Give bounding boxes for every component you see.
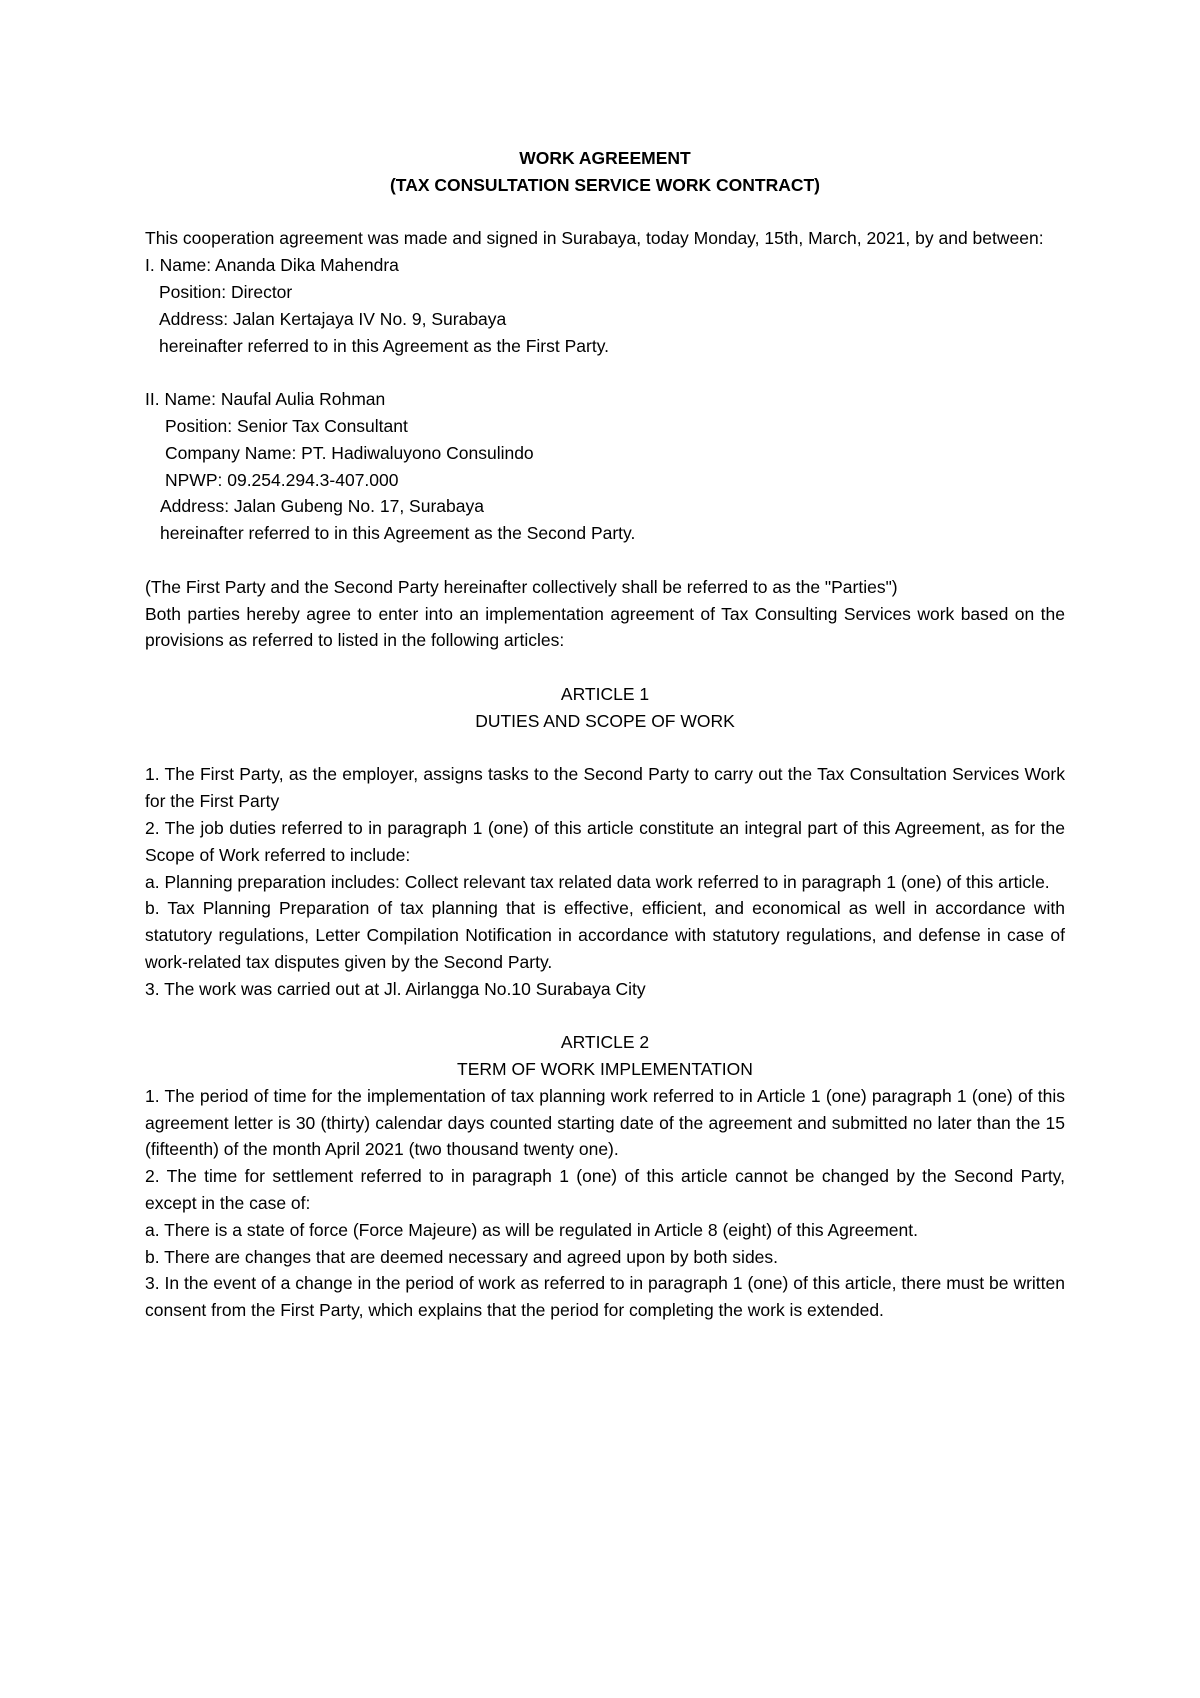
spacer (145, 547, 1065, 574)
second-party-name: II. Name: Naufal Aulia Rohman (145, 389, 386, 410)
second-party-position: Position: Senior Tax Consultant (165, 415, 408, 436)
article-1-item: 1. The First Party, as the employer, assigns tasks to the Second Party to carry out the Tax Consultation Services Work for the First Party (145, 764, 1065, 812)
article-1 (145, 681, 1065, 1003)
spacer (145, 359, 1065, 386)
article-1-item: 2. The job duties referred to in paragraph 1 (one) of this article constitute an integral part of this Agreement, as for the Scope of Work referred to include: (145, 817, 1065, 865)
spacer (145, 199, 1065, 226)
document-subtitle: (TAX CONSULTATION SERVICE WORK CONTRACT) (389, 174, 821, 195)
first-party-name: I. Name: Ananda Dika Mahendra (145, 255, 399, 276)
first-party-reference: hereinafter referred to in this Agreement as the First Party. (159, 335, 610, 356)
article-2-heading: ARTICLE 2 (560, 1032, 650, 1053)
parties-note: (The First Party and the Second Party hereinafter collectively shall be referred to as the "Parties") (145, 576, 898, 597)
article-2-item: 1. The period of time for the implementation of tax planning work referred to in Article 1 (one) paragraph 1 (one) of this agreement letter is 30 (thirty) calendar days counted starting date of the agreement and submitted no later than the 15 (fifteenth) of the month April 2021 (two thousand twenty one). (145, 1085, 1065, 1160)
article-2-item: 3. In the event of a change in the period of work as referred to in paragraph 1 (one) of this article, there must be written consent from the First Party, which explains that the period for completing the work is extended. (145, 1273, 1065, 1321)
article-2 (145, 1029, 1065, 1324)
second-party-block (145, 386, 1065, 547)
parties-agreement: Both parties hereby agree to enter into an implementation agreement of Tax Consulting Services work based on the provisions as referred to listed in the following articles: (145, 603, 1065, 651)
document-title: WORK AGREEMENT (519, 148, 691, 168)
document-page (145, 145, 1065, 1324)
article-1-item: b. Tax Planning Preparation of tax planning that is effective, efficient, and economical as well in accordance with statutory regulations, Letter Compilation Notification in accordance with statutory regulations, and defense in case of work-related tax disputes given by the Second Party. (145, 898, 1065, 972)
article-2-item: a. There is a state of force (Force Majeure) as will be regulated in Article 8 (eight) of this Agreement. (145, 1219, 918, 1240)
article-1-item: 3. The work was carried out at Jl. Airlangga No.10 Surabaya City (145, 978, 646, 999)
second-party-reference: hereinafter referred to in this Agreement as the Second Party. (160, 523, 636, 544)
spacer (145, 654, 1065, 681)
intro-paragraph: This cooperation agreement was made and signed in Surabaya, today Monday, 15th, March, 2021, by and between: (145, 228, 1044, 249)
spacer (145, 735, 1065, 762)
article-1-item: a. Planning preparation includes: Collect relevant tax related data work referred to in paragraph 1 (one) of this article. (145, 871, 1050, 892)
article-1-heading: ARTICLE 1 (560, 683, 650, 704)
article-2-item: 2. The time for settlement referred to in paragraph 1 (one) of this article cannot be changed by the Second Party, except in the case of: (145, 1166, 1065, 1214)
article-2-title: TERM OF WORK IMPLEMENTATION (457, 1059, 753, 1080)
first-party-position: Position: Director (159, 281, 293, 302)
second-party-company: Company Name: PT. Hadiwaluyono Consulindo (165, 442, 534, 463)
spacer (145, 1003, 1065, 1030)
second-party-npwp: NPWP: 09.254.294.3-407.000 (165, 469, 399, 490)
first-party-address: Address: Jalan Kertajaya IV No. 9, Surabaya (159, 308, 507, 329)
second-party-address: Address: Jalan Gubeng No. 17, Surabaya (160, 496, 484, 517)
article-1-title: DUTIES AND SCOPE OF WORK (475, 710, 735, 731)
first-party-block (145, 252, 1065, 359)
article-2-item: b. There are changes that are deemed necessary and agreed upon by both sides. (145, 1246, 779, 1267)
